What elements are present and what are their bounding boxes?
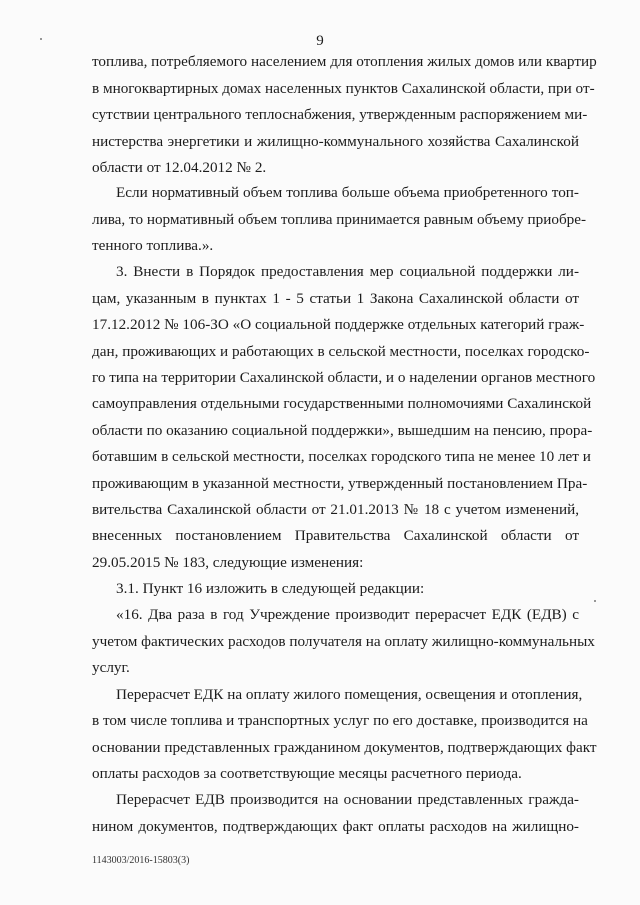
text-line-content: самоуправления отдельными государственными полномочиями Сахалинской	[92, 395, 592, 412]
text-line	[0, 553, 640, 573]
text-line-content: проживающим в указанной местности, утвержденный постановлением Пра-	[92, 475, 588, 492]
text-line-content: 3. Внести в Порядок предоставления мер социальной поддержки ли-	[116, 263, 579, 280]
text-line	[0, 262, 640, 282]
page-number: 9	[316, 33, 324, 49]
text-line	[0, 500, 640, 520]
text-line-content: Перерасчет ЕДК на оплату жилого помещения, освещения и отопления,	[116, 686, 583, 703]
text-line	[0, 447, 640, 467]
text-line-content: услуг.	[92, 659, 130, 676]
text-line-content: в многоквартирных домах населенных пунктов Сахалинской области, при от-	[92, 80, 595, 97]
document-code: 1143003/2016-15803(3)	[92, 855, 190, 866]
text-line	[0, 658, 640, 678]
text-line-content: «16. Два раза в год Учреждение производит перерасчет ЕДК (ЕДВ) с	[116, 606, 579, 623]
text-line-content: лива, то нормативный объем топлива принимается равным объему приобре-	[92, 211, 587, 228]
text-line-content: вительства Сахалинской области от 21.01.2013 № 18 с учетом изменений,	[92, 501, 579, 518]
text-line	[0, 236, 640, 256]
text-line	[0, 315, 640, 335]
text-line	[0, 738, 640, 758]
scan-speck	[40, 38, 42, 40]
text-line-content: в том числе топлива и транспортных услуг по его доставке, производится на	[92, 712, 588, 729]
text-line-content: оплаты расходов за соответствующие месяцы расчетного периода.	[92, 765, 522, 782]
text-line-content: учетом фактических расходов получателя на оплату жилищно-коммунальных	[92, 633, 595, 650]
text-line	[0, 105, 640, 125]
text-line-content: Если нормативный объем топлива больше объема приобретенного топ-	[116, 184, 579, 201]
text-line-content: цам, указанным в пунктах 1 - 5 статьи 1 Закона Сахалинской области от	[92, 290, 579, 307]
text-line	[0, 52, 640, 72]
text-line	[0, 685, 640, 705]
text-line-content: тенного топлива.».	[92, 237, 214, 254]
text-line	[0, 183, 640, 203]
text-line	[0, 210, 640, 230]
text-line	[0, 711, 640, 731]
text-line-content: го типа на территории Сахалинской области, и о наделении органов местного	[92, 369, 596, 386]
text-line-content: топлива, потребляемого населением для отопления жилых домов или квартир	[92, 53, 597, 70]
text-line	[0, 132, 640, 152]
text-line	[0, 421, 640, 441]
text-line	[0, 79, 640, 99]
text-line-content: нином документов, подтверждающих факт оплаты расходов на жилищно-	[92, 818, 579, 835]
text-line-content: нистерства энергетики и жилищно-коммунального хозяйства Сахалинской	[92, 133, 579, 150]
text-line	[0, 605, 640, 625]
text-line	[0, 368, 640, 388]
text-line	[0, 474, 640, 494]
text-line-content: 29.05.2015 № 183, следующие изменения:	[92, 554, 364, 571]
text-line	[0, 579, 640, 599]
text-line	[0, 394, 640, 414]
text-line-content: Перерасчет ЕДВ производится на основании представленных гражда-	[116, 791, 579, 808]
text-line-content: сутствии центрального теплоснабжения, утвержденным распоряжением ми-	[92, 106, 588, 123]
text-line-content: ботавшим в сельской местности, поселках городского типа не менее 10 лет и	[92, 448, 591, 465]
text-line	[0, 289, 640, 309]
text-line-content: внесенных постановлением Правительства Сахалинской области от	[92, 527, 579, 544]
text-line-content: области от 12.04.2012 № 2.	[92, 159, 267, 176]
text-line-content: области по оказанию социальной поддержки», вышедшим на пенсию, прора-	[92, 422, 593, 439]
text-line-content: 3.1. Пункт 16 изложить в следующей редакции:	[116, 580, 425, 597]
text-line-content: дан, проживающих и работающих в сельской местности, поселках городско-	[92, 343, 590, 360]
text-line-content: основании представленных гражданином документов, подтверждающих факт	[92, 739, 597, 756]
text-line	[0, 342, 640, 362]
text-line	[0, 158, 640, 178]
text-line	[0, 764, 640, 784]
text-line	[0, 526, 640, 546]
text-line	[0, 790, 640, 810]
text-line	[0, 817, 640, 837]
text-line	[0, 632, 640, 652]
scan-speck	[594, 600, 596, 602]
text-line-content: 17.12.2012 № 106-ЗО «О социальной поддержке отдельных категорий граж-	[92, 316, 585, 333]
